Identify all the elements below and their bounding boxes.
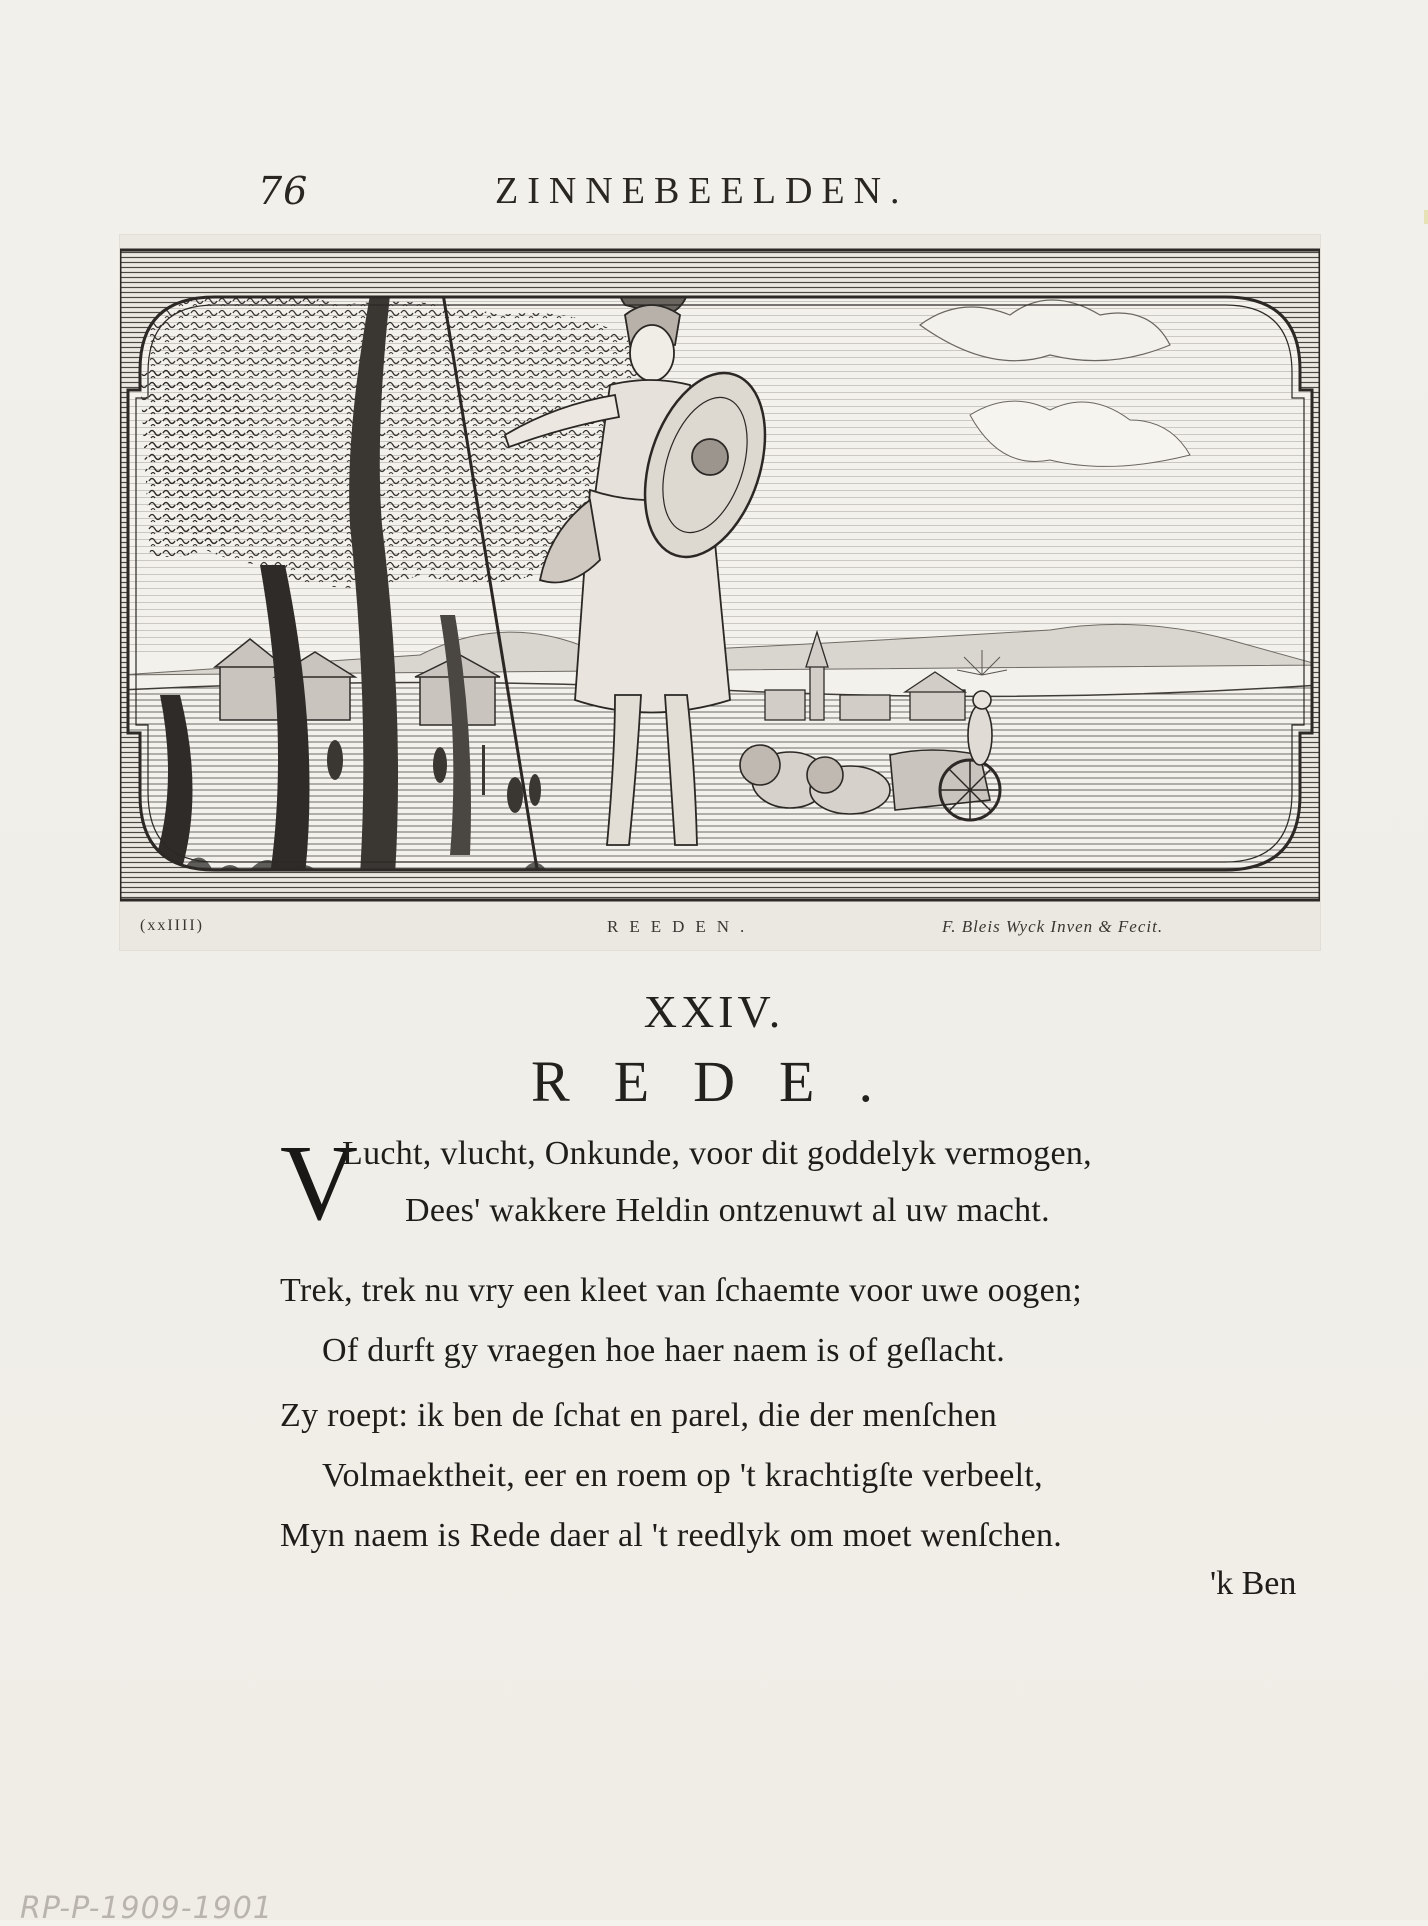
poem-line: Volmaektheit, eer en roem op 't krachtigſte verbeelt, — [322, 1457, 1043, 1494]
paper-edge-mark — [1424, 210, 1428, 224]
poem-line: Trek, trek nu vry een kleet van ſchaemte voor uwe oogen; — [280, 1272, 1083, 1309]
emblem-title: REDE. — [531, 1049, 917, 1114]
poem-line: Dees' wakkere Heldin ontzenuwt al uw macht. — [405, 1192, 1050, 1229]
page-number: 76 — [258, 169, 309, 213]
plate-title-caption: REEDEN. — [607, 917, 756, 936]
poem-line: Zy roept: ik ben de ſchat en parel, die der menſchen — [280, 1397, 998, 1434]
catchword: 'k Ben — [1210, 1565, 1297, 1602]
running-title: ZINNEBEELDEN. — [495, 170, 909, 212]
accession-number: RP-P-1909-1901 — [20, 1891, 273, 1926]
poem-line: Of durft gy vraegen hoe haer naem is of geſlacht. — [322, 1332, 1006, 1369]
poem-line: Myn naem is Rede daer al 't reedlyk om moet wenſchen. — [280, 1517, 1063, 1554]
emblem-number: XXIV. — [643, 986, 785, 1037]
poem-line: Lucht, vlucht, Onkunde, voor dit goddelyk vermogen, — [342, 1135, 1092, 1172]
drop-cap: V — [280, 1124, 358, 1243]
running-head — [250, 165, 1050, 225]
plate-number-caption: (xxIIII) — [140, 917, 204, 934]
engraving-illustration — [120, 235, 1320, 950]
engraved-plate — [120, 235, 1320, 950]
artist-signature-caption: F. Bleis Wyck Inven & Fecit. — [942, 917, 1164, 936]
